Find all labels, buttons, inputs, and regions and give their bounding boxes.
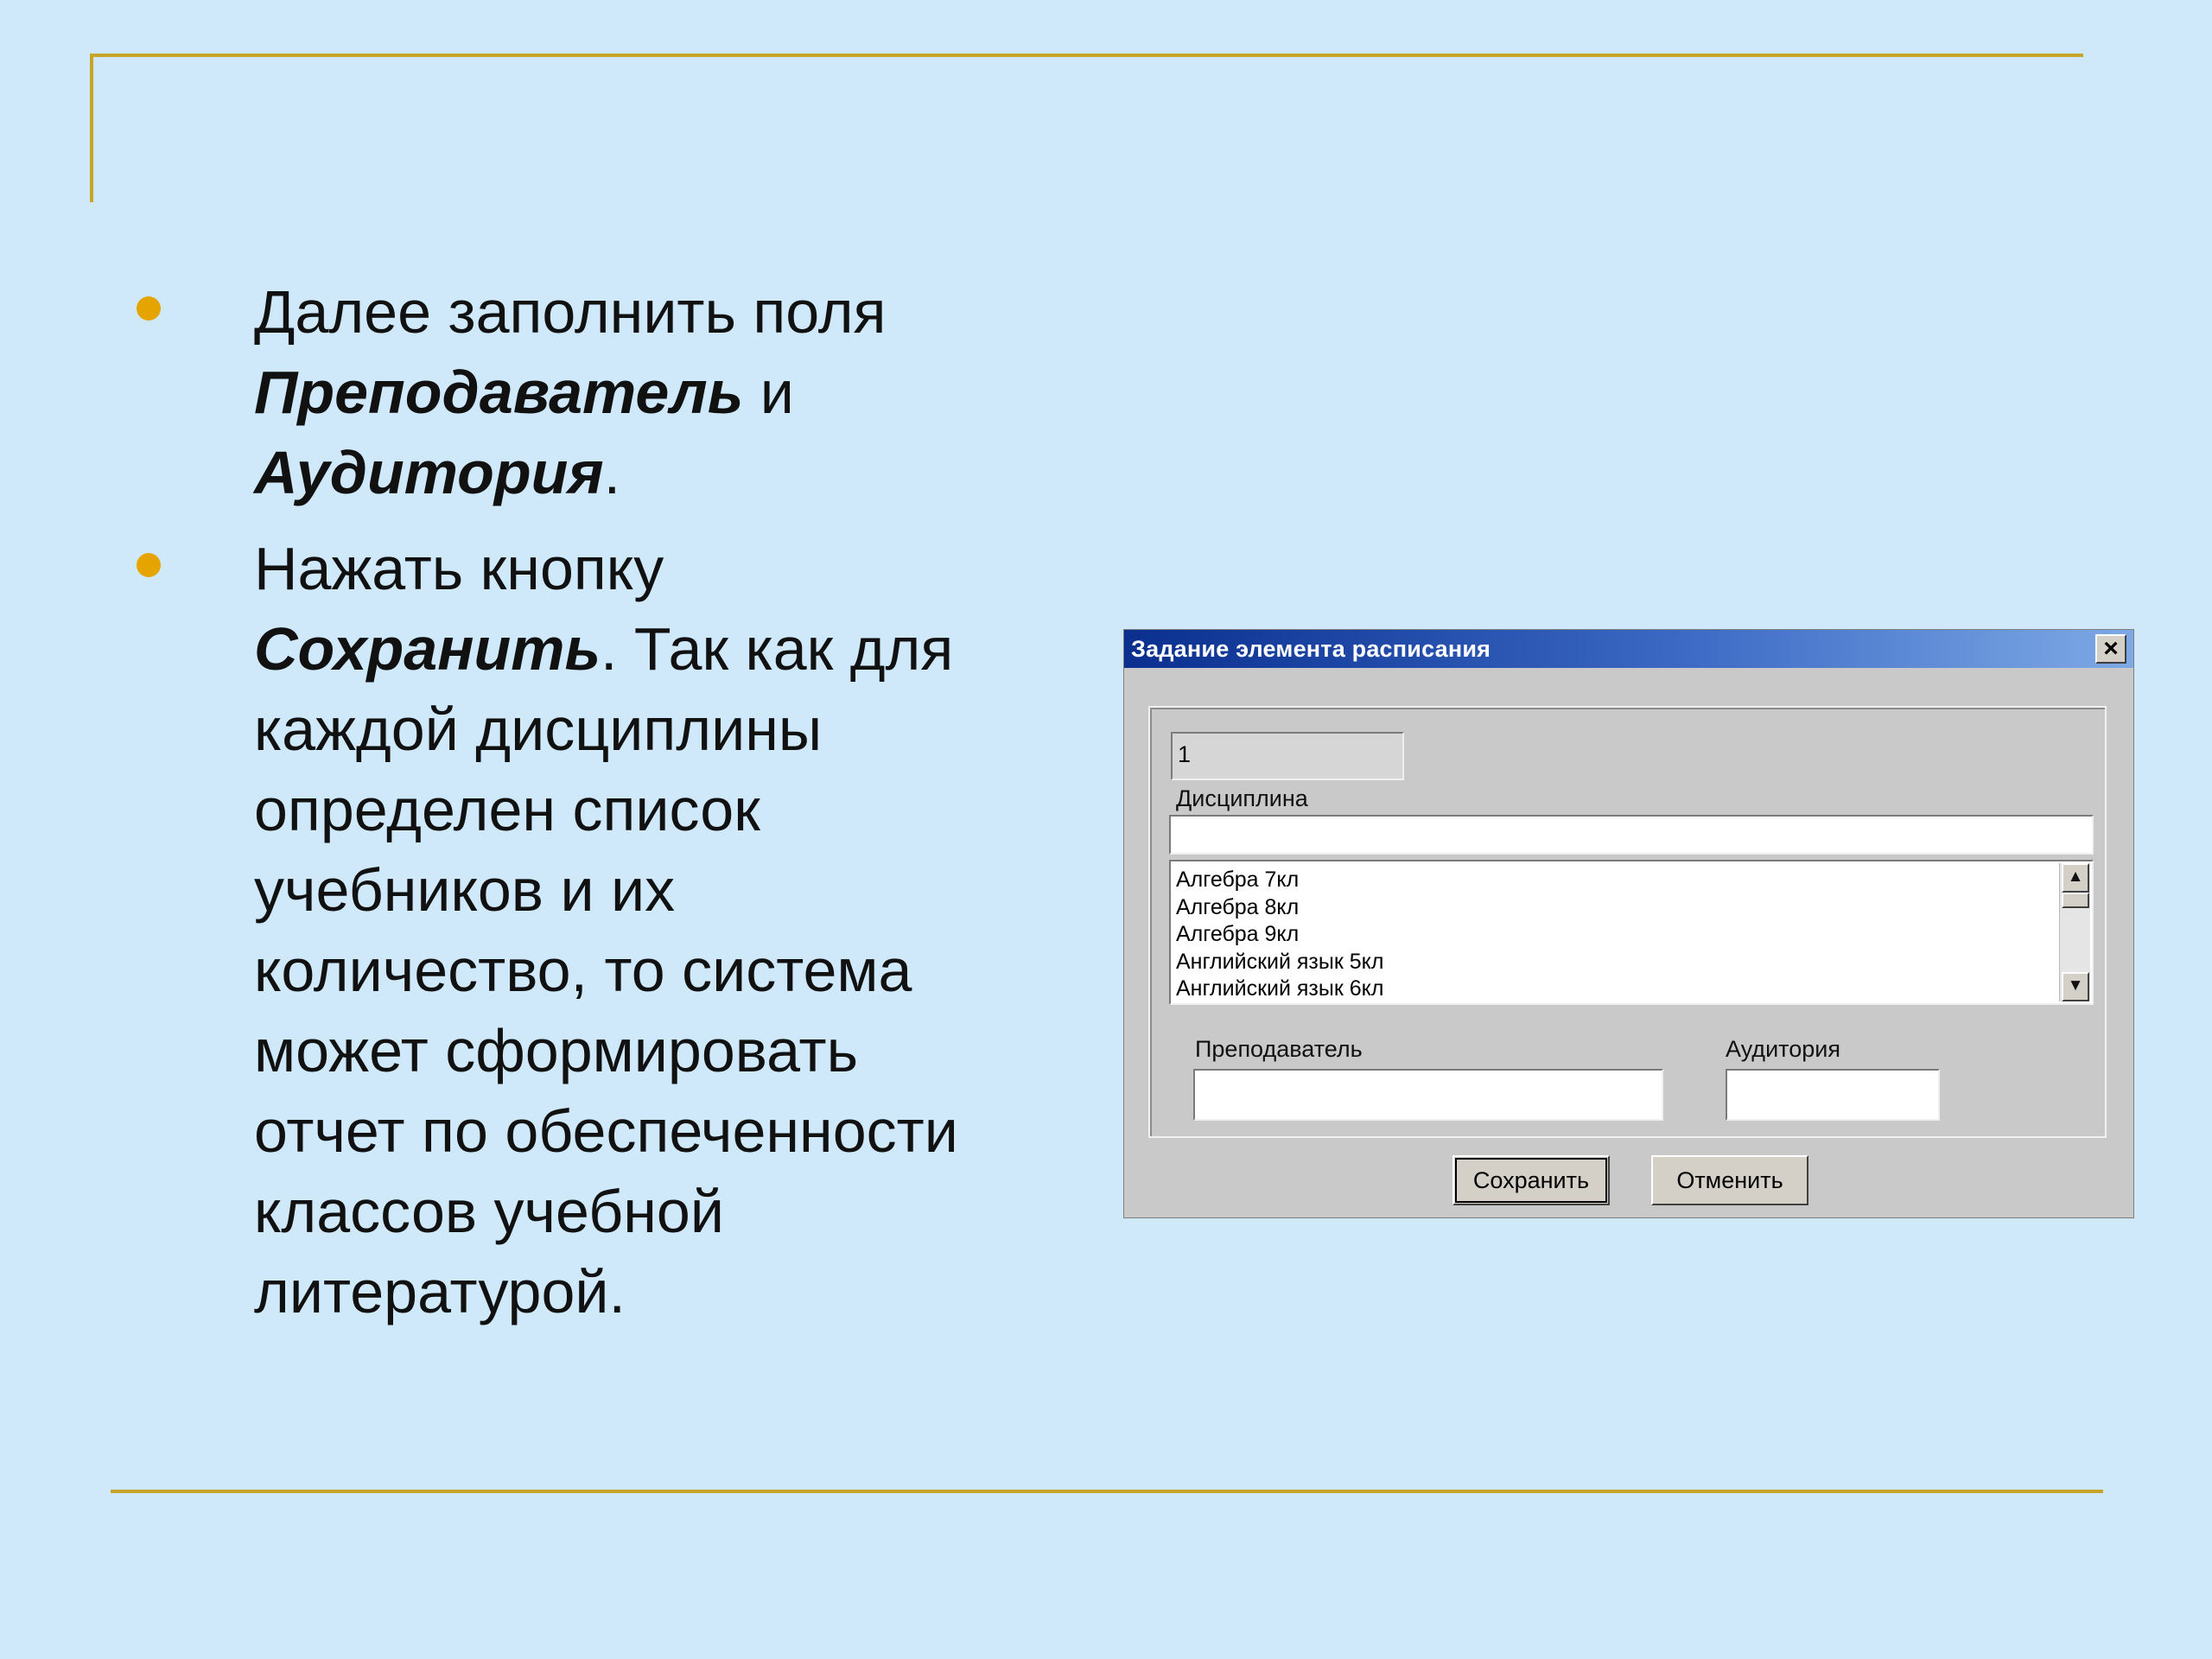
scroll-up-button[interactable]	[2062, 863, 2089, 893]
bullet-line-text: каждой дисциплины	[254, 696, 823, 763]
bullet-line-text: .	[603, 439, 621, 506]
bullet-line	[254, 690, 1222, 770]
bullet-line-text: Нажать кнопку	[254, 535, 664, 602]
emphasized-field-name: Преподаватель	[254, 359, 744, 426]
bullet-line-text: Далее заполнить поля	[254, 278, 887, 346]
emphasized-button-name: Сохранить	[254, 615, 601, 683]
bullet-line-text: и	[743, 359, 794, 426]
bullet-line-text: учебников и их	[254, 856, 676, 924]
bullet-line-text: литературой.	[254, 1258, 626, 1325]
close-icon: ×	[2103, 634, 2119, 663]
scroll-up-icon: ▲	[2067, 868, 2084, 886]
scroll-down-button[interactable]	[2062, 972, 2089, 1001]
vertical-scrollbar[interactable]	[2059, 863, 2090, 1001]
teacher-label: Преподаватель	[1195, 1036, 1363, 1062]
dialog-title-bar[interactable]	[1124, 630, 2133, 668]
discipline-list-item[interactable]: Английский язык 6кл	[1176, 976, 1384, 1001]
bullet-line	[254, 609, 1222, 690]
top-decorative-rule	[90, 54, 2083, 57]
bullet-text	[254, 529, 1222, 1332]
bullet-line-text: классов учебной	[254, 1178, 724, 1245]
record-number-field: 1	[1171, 732, 1404, 780]
bullet-line	[254, 1011, 1222, 1091]
save-button[interactable]: Сохранить	[1452, 1155, 1610, 1205]
scroll-thumb[interactable]	[2062, 893, 2089, 908]
cancel-button[interactable]: Отменить	[1651, 1155, 1808, 1205]
bullet-line-text: количество, то система	[254, 937, 912, 1004]
discipline-list-item[interactable]: Алгебра 9кл	[1176, 922, 1300, 946]
close-button[interactable]	[2095, 634, 2126, 664]
scroll-down-icon: ▼	[2067, 976, 2084, 995]
emphasized-field-name: Аудитория	[254, 439, 604, 506]
bullet-line-text: отчет по обеспеченности	[254, 1097, 958, 1165]
schedule-item-dialog	[1123, 629, 2134, 1218]
bullet-line	[254, 433, 1222, 513]
bullet-dot-icon	[137, 296, 161, 321]
left-decorative-rule	[90, 54, 93, 202]
bullet-line	[254, 850, 1222, 931]
room-input[interactable]	[1726, 1069, 1940, 1121]
bullet-line	[254, 1172, 1222, 1252]
dialog-title: Задание элемента расписания	[1131, 636, 1491, 662]
bullet-dot-icon	[137, 553, 161, 577]
bullet-line-text: . Так как для	[601, 615, 954, 683]
bullet-line	[254, 770, 1222, 850]
bullet-line-text: может сформировать	[254, 1017, 859, 1084]
teacher-input[interactable]	[1193, 1069, 1663, 1121]
discipline-list-items	[1176, 867, 2054, 1003]
bullet-line	[254, 353, 1222, 433]
bullet-line	[254, 529, 1222, 609]
discipline-list-item[interactable]: Алгебра 8кл	[1176, 894, 1300, 919]
bullet-text	[254, 272, 1222, 513]
discipline-label: Дисциплина	[1176, 785, 1308, 811]
bottom-decorative-rule	[111, 1490, 2103, 1493]
discipline-input[interactable]	[1169, 815, 2094, 855]
discipline-list-item[interactable]: Алгебра 7кл	[1176, 868, 1300, 892]
bullet-line-text: определен список	[254, 776, 760, 843]
bullet-line	[254, 1252, 1222, 1332]
discipline-listbox[interactable]	[1169, 860, 2094, 1005]
discipline-list-item[interactable]: Английский язык 5кл	[1176, 949, 1384, 974]
bullet-line	[254, 272, 1222, 353]
bullet-line	[254, 1091, 1222, 1172]
bullet-line	[254, 931, 1222, 1011]
room-label: Аудитория	[1726, 1036, 1840, 1062]
